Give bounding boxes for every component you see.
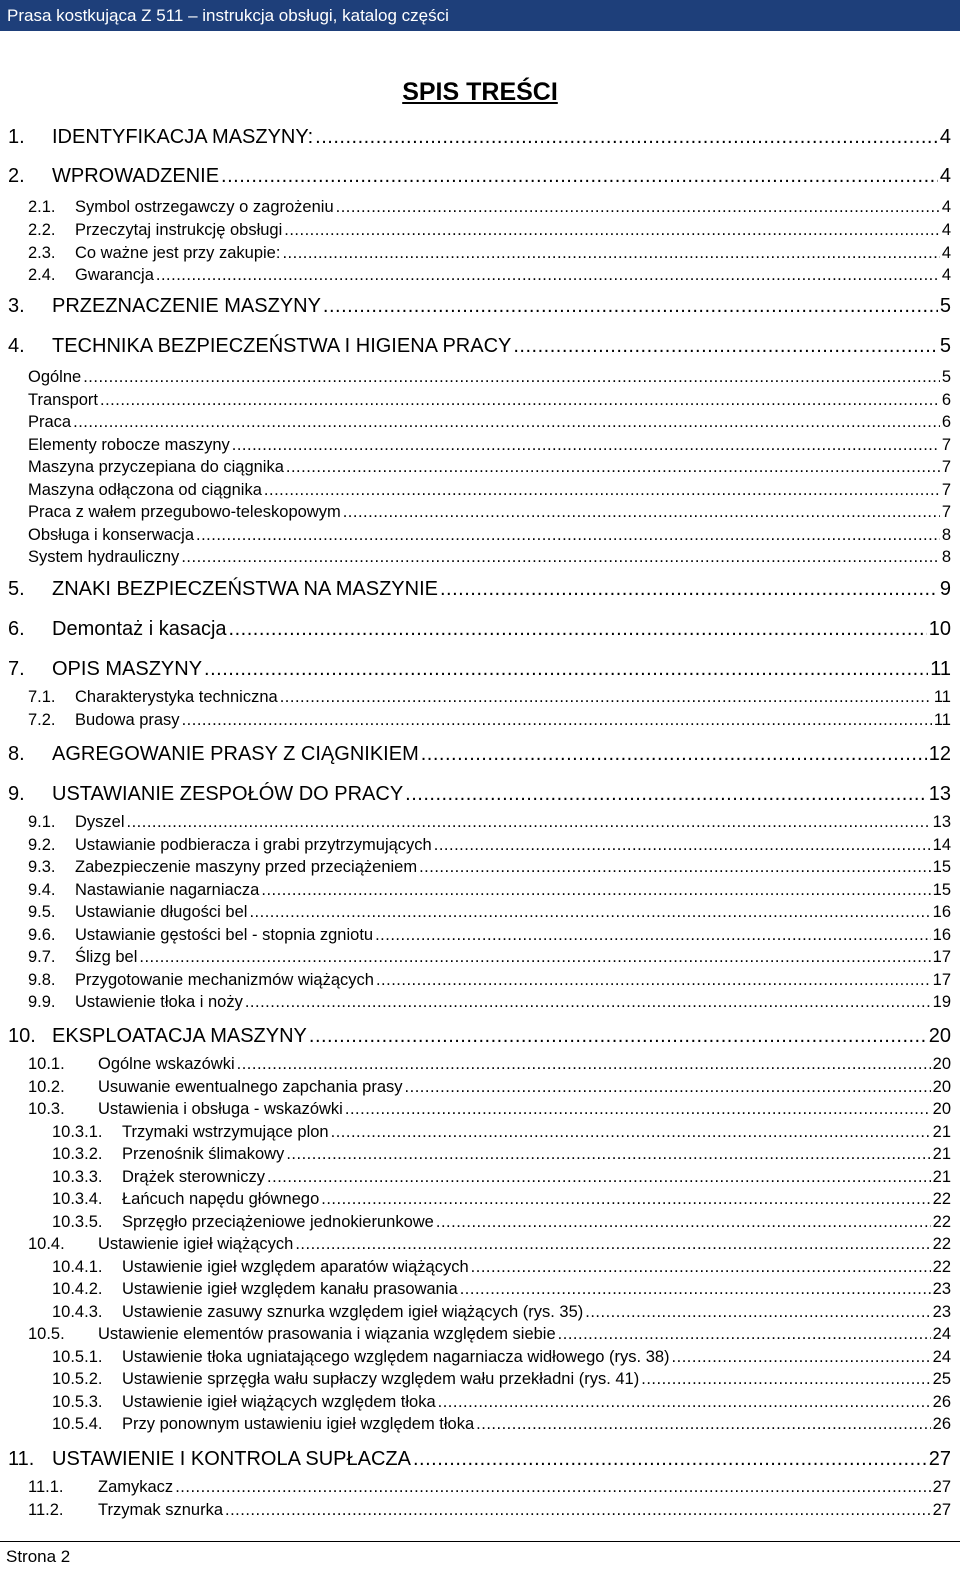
toc-entry[interactable] (0, 969, 951, 991)
toc-entry[interactable] (0, 524, 951, 546)
toc-entry[interactable] (0, 1446, 951, 1472)
toc-leader-dots (641, 1368, 930, 1390)
toc-leader-dots (375, 924, 931, 946)
toc-number: 2. (8, 165, 25, 187)
toc-label: TECHNIKA BEZPIECZEŃSTWA I HIGIENA PRACY (52, 335, 512, 357)
toc-page-number: 22 (932, 1235, 951, 1253)
toc-label: Ustawienie igieł względem kanału prasowania (122, 1280, 458, 1298)
toc-label: Charakterystyka techniczna (75, 688, 278, 706)
toc-leader-dots (73, 411, 940, 433)
toc-number: 10.5.4. (52, 1415, 103, 1433)
toc-number: 10.3.1. (52, 1123, 103, 1141)
toc-entry[interactable] (0, 293, 951, 319)
toc-label: Transport (28, 391, 98, 409)
toc-number: 9.4. (28, 881, 56, 899)
toc-page-number: 11 (933, 711, 951, 729)
toc-leader-dots (127, 811, 931, 833)
toc-leader-dots (513, 333, 938, 359)
toc-page-number: 7 (941, 458, 951, 476)
toc-entry[interactable] (0, 946, 951, 968)
toc-label: Ustawienie igieł wiążących (98, 1235, 294, 1253)
toc-label: Ogólne wskazówki (98, 1055, 235, 1073)
toc-number: 10.4.3. (52, 1303, 103, 1321)
toc-page-number: 13 (932, 813, 951, 831)
toc-leader-dots (139, 946, 930, 968)
toc-leader-dots (321, 1188, 930, 1210)
toc-leader-dots (323, 293, 938, 319)
toc-page-number: 26 (932, 1393, 951, 1411)
toc-number: 10.5. (28, 1325, 65, 1343)
page-footer (6, 1546, 70, 1568)
toc-label: Dyszel (75, 813, 125, 831)
toc-entry[interactable] (0, 1413, 951, 1435)
toc-leader-dots (284, 219, 940, 241)
toc-page-number: 26 (932, 1415, 951, 1433)
toc-page-number: 13 (928, 783, 951, 805)
toc-number: 9.3. (28, 858, 56, 876)
toc-entry[interactable] (0, 1499, 951, 1521)
toc-number: 6. (8, 618, 25, 640)
toc-leader-dots (196, 524, 940, 546)
toc-entry[interactable] (0, 163, 951, 189)
toc-number: 2.4. (28, 266, 56, 284)
toc-entry[interactable] (0, 686, 951, 708)
toc-number: 10.3.4. (52, 1190, 103, 1208)
toc-entry[interactable] (0, 656, 951, 682)
toc-label: Ustawianie gęstości bel - stopnia zgniotu (75, 926, 374, 944)
toc-label: Ustawienie tłoka i noży (75, 993, 243, 1011)
toc-number: 7.2. (28, 711, 56, 729)
toc-number: 9.1. (28, 813, 56, 831)
toc-leader-dots (295, 1233, 930, 1255)
toc-leader-dots (343, 501, 940, 523)
toc-label: System hydrauliczny (28, 548, 180, 566)
toc-number: 7.1. (28, 688, 56, 706)
toc-number: 9.2. (28, 836, 56, 854)
toc-page-number: 11 (930, 658, 951, 680)
toc-leader-dots (204, 656, 928, 682)
toc-leader-dots (434, 834, 931, 856)
toc-leader-dots (336, 196, 940, 218)
toc-page-number: 16 (932, 926, 951, 944)
toc-label: Ustawienie zasuwy sznurka względem igieł wiążących (rys. 35) (122, 1303, 584, 1321)
toc-label: WPROWADZENIE (52, 165, 220, 187)
toc-label: PRZEZNACZENIE MASZYNY (52, 295, 321, 317)
toc-page-number: 8 (941, 548, 951, 566)
toc-entry[interactable] (0, 616, 951, 642)
toc-entry[interactable] (0, 1346, 951, 1368)
toc-page-number: 6 (941, 391, 951, 409)
toc-page-number: 9 (939, 578, 951, 600)
toc-number: 10.4.2. (52, 1280, 103, 1298)
toc-number: 2.2. (28, 221, 56, 239)
toc-number: 1. (8, 126, 25, 148)
toc-label: Ustawienie tłoka ugniatającego względem nagarniacza widłowego (rys. 38) (122, 1348, 670, 1366)
toc-leader-dots (331, 1121, 931, 1143)
toc-page-number: 16 (932, 903, 951, 921)
toc-page-number: 20 (932, 1055, 951, 1073)
toc-label: Zamykacz (98, 1478, 174, 1496)
toc-label: Elementy robocze maszyny (28, 436, 230, 454)
toc-label: USTAWIENIE I KONTROLA SUPŁACZA (52, 1448, 411, 1470)
toc-entry[interactable] (0, 781, 951, 807)
toc-entry[interactable] (0, 456, 951, 478)
toc-number: 8. (8, 743, 25, 765)
toc-heading: SPIS TREŚCI (402, 78, 558, 106)
toc-leader-dots (286, 456, 940, 478)
toc-label: Obsługa i konserwacja (28, 526, 194, 544)
toc-leader-dots (181, 546, 940, 568)
toc-number: 3. (8, 295, 25, 317)
toc-label: Maszyna odłączona od ciągnika (28, 481, 262, 499)
toc-entry[interactable] (0, 1323, 951, 1345)
toc-page-number: 4 (939, 165, 951, 187)
toc-entry[interactable] (0, 1023, 951, 1049)
toc-leader-dots (237, 1053, 931, 1075)
toc-entry[interactable] (0, 479, 951, 501)
toc-entry[interactable] (0, 1368, 951, 1390)
toc-entry[interactable] (0, 741, 951, 767)
toc-page-number: 7 (941, 503, 951, 521)
toc-label: Usuwanie ewentualnego zapchania prasy (98, 1078, 403, 1096)
toc-page-number: 11 (933, 688, 951, 706)
toc-number: 10.1. (28, 1055, 65, 1073)
toc-label: Ogólne (28, 368, 82, 386)
toc-page-number: 23 (932, 1280, 951, 1298)
toc-leader-dots (440, 576, 938, 602)
toc-label: Łańcuch napędu głównego (122, 1190, 320, 1208)
toc-leader-dots (100, 389, 940, 411)
toc-page-number: 4 (941, 266, 951, 284)
toc-page-number: 4 (941, 244, 951, 262)
toc-entry[interactable] (0, 1098, 951, 1120)
toc-label: IDENTYFIKACJA MASZYNY: (52, 126, 314, 148)
toc-page-number: 23 (932, 1303, 951, 1321)
toc-leader-dots (345, 1098, 931, 1120)
toc-label: EKSPLOATACJA MASZYNY (52, 1025, 307, 1047)
toc-label: Przygotowanie mechanizmów wiążących (75, 971, 374, 989)
toc-leader-dots (315, 124, 938, 150)
toc-page-number: 21 (932, 1123, 951, 1141)
toc-leader-dots (261, 879, 930, 901)
toc-leader-dots (221, 163, 938, 189)
toc-number: 2.3. (28, 244, 56, 262)
toc-number: 4. (8, 335, 25, 357)
toc-entry[interactable] (0, 1053, 951, 1075)
toc-number: 10.3.2. (52, 1145, 103, 1163)
toc-leader-dots (232, 434, 940, 456)
toc-entry[interactable] (0, 1256, 951, 1278)
toc-leader-dots (405, 781, 927, 807)
toc-leader-dots (175, 1476, 930, 1498)
toc-leader-dots (460, 1278, 931, 1300)
toc-entry[interactable] (0, 333, 951, 359)
toc-entry[interactable] (0, 1166, 951, 1188)
toc-page-number: 7 (941, 481, 951, 499)
toc-page-number: 5 (939, 335, 951, 357)
toc-leader-dots (83, 366, 940, 388)
toc-entry[interactable] (0, 1233, 951, 1255)
toc-label: Zabezpieczenie maszyny przed przeciążeniem (75, 858, 418, 876)
toc-leader-dots (585, 1301, 930, 1323)
toc-label: Przy ponownym ustawieniu igieł względem tłoka (122, 1415, 475, 1433)
toc-entry[interactable] (0, 501, 951, 523)
toc-number: 10.2. (28, 1078, 65, 1096)
toc-page-number: 15 (932, 858, 951, 876)
toc-label: Przenośnik ślimakowy (122, 1145, 285, 1163)
toc-page-number: 27 (928, 1448, 951, 1470)
toc-leader-dots (436, 1211, 931, 1233)
toc-number: 10.5.2. (52, 1370, 103, 1388)
toc-leader-dots (225, 1499, 931, 1521)
toc-entry[interactable] (0, 434, 951, 456)
toc-leader-dots (182, 709, 932, 731)
toc-number: 5. (8, 578, 25, 600)
toc-number: 10.3.3. (52, 1168, 103, 1186)
toc-entry[interactable] (0, 124, 951, 150)
toc-entry[interactable] (0, 1211, 951, 1233)
toc-label: OPIS MASZYNY (52, 658, 203, 680)
toc-label: Ustawienia i obsługa - wskazówki (98, 1100, 343, 1118)
toc-label: Demontaż i kasacja (52, 618, 227, 640)
toc-number: 10.4.1. (52, 1258, 103, 1276)
toc-entry[interactable] (0, 219, 951, 241)
toc-number: 11. (8, 1448, 35, 1470)
toc-page-number: 5 (939, 295, 951, 317)
toc-page-number: 20 (932, 1078, 951, 1096)
toc-leader-dots (286, 1143, 930, 1165)
toc-entry[interactable] (0, 411, 951, 433)
toc-leader-dots (476, 1413, 930, 1435)
toc-entry[interactable] (0, 1076, 951, 1098)
toc-leader-dots (309, 1023, 927, 1049)
toc-leader-dots (376, 969, 931, 991)
toc-entry[interactable] (0, 1188, 951, 1210)
toc-label: Ustawianie długości bel (75, 903, 248, 921)
toc-label: Ustawienie igieł względem aparatów wiążących (122, 1258, 469, 1276)
toc-label: Ustawienie sprzęgła wału supłaczy względem wału przekładni (rys. 41) (122, 1370, 640, 1388)
toc-label: ZNAKI BEZPIECZEŃSTWA NA MASZYNIE (52, 578, 438, 600)
toc-page-number: 24 (932, 1348, 951, 1366)
toc-entry[interactable] (0, 856, 951, 878)
toc-page-number: 17 (932, 948, 951, 966)
toc-entry[interactable] (0, 834, 951, 856)
footer-divider (0, 1541, 960, 1542)
toc-leader-dots (421, 741, 927, 767)
toc-leader-dots (229, 616, 927, 642)
toc-leader-dots (245, 991, 931, 1013)
toc-leader-dots (405, 1076, 931, 1098)
toc-page-number: 21 (932, 1168, 951, 1186)
toc-label: Ustawianie podbieracza i grabi przytrzymujących (75, 836, 432, 854)
toc-page-number: 19 (932, 993, 951, 1011)
toc-page-number: 15 (932, 881, 951, 899)
toc-page-number: 7 (941, 436, 951, 454)
toc-page-number: 21 (932, 1145, 951, 1163)
toc-entry[interactable] (0, 1391, 951, 1413)
toc-entry[interactable] (0, 389, 951, 411)
toc-page-number: 27 (932, 1501, 951, 1519)
toc-label: Budowa prasy (75, 711, 180, 729)
toc-number: 10.3.5. (52, 1213, 103, 1231)
toc-entry[interactable] (0, 709, 951, 731)
toc-page-number: 22 (932, 1258, 951, 1276)
toc-leader-dots (282, 242, 939, 264)
toc-number: 9.6. (28, 926, 56, 944)
toc-entry[interactable] (0, 1121, 951, 1143)
toc-entry[interactable] (0, 901, 951, 923)
toc-page-number: 12 (928, 743, 951, 765)
toc-label: Co ważne jest przy zakupie: (75, 244, 281, 262)
toc-number: 11.1. (28, 1478, 64, 1496)
toc-leader-dots (672, 1346, 931, 1368)
toc-page-number: 6 (941, 413, 951, 431)
toc-page-number: 4 (941, 221, 951, 239)
toc-page-number: 22 (932, 1190, 951, 1208)
toc-label: Trzymaki wstrzymujące plon (122, 1123, 329, 1141)
toc-entry[interactable] (0, 576, 951, 602)
toc-entry[interactable] (0, 924, 951, 946)
toc-page-number: 10 (928, 618, 951, 640)
toc-leader-dots (419, 856, 931, 878)
toc-number: 10.5.3. (52, 1393, 103, 1411)
toc-page-number: 4 (939, 126, 951, 148)
toc-entry[interactable] (0, 1278, 951, 1300)
toc-leader-dots (471, 1256, 931, 1278)
toc-label: AGREGOWANIE PRASY Z CIĄGNIKIEM (52, 743, 419, 765)
toc-number: 10.5.1. (52, 1348, 103, 1366)
toc-number: 9.8. (28, 971, 56, 989)
toc-page-number: 17 (932, 971, 951, 989)
toc-label: Nastawianie nagarniacza (75, 881, 260, 899)
toc-number: 2.1. (28, 198, 56, 216)
toc-number: 9. (8, 783, 25, 805)
toc-leader-dots (558, 1323, 931, 1345)
toc-label: Sprzęgło przeciążeniowe jednokierunkowe (122, 1213, 434, 1231)
toc-leader-dots (264, 479, 940, 501)
toc-label: Praca (28, 413, 72, 431)
toc-entry[interactable] (0, 546, 951, 568)
toc-entry[interactable] (0, 242, 951, 264)
toc-entry[interactable] (0, 991, 951, 1013)
toc-label: Trzymak sznurka (98, 1501, 223, 1519)
toc-leader-dots (280, 686, 932, 708)
toc-entry[interactable] (0, 879, 951, 901)
toc-label: USTAWIANIE ZESPOŁÓW DO PRACY (52, 783, 404, 805)
toc-number: 11.2. (28, 1501, 64, 1519)
document-title: Prasa kostkująca Z 511 – instrukcja obsługi, katalog części (7, 6, 449, 25)
page-number-label: Strona 2 (6, 1547, 71, 1566)
toc-label: Gwarancja (75, 266, 154, 284)
toc-page-number: 5 (941, 368, 951, 386)
toc-leader-dots (413, 1446, 927, 1472)
toc-entry[interactable] (0, 1143, 951, 1165)
toc-entry[interactable] (0, 811, 951, 833)
toc-page-number: 20 (932, 1100, 951, 1118)
toc-leader-dots (249, 901, 930, 923)
toc-label: Ślizg bel (75, 948, 138, 966)
toc-page-number: 25 (932, 1370, 951, 1388)
toc-label: Symbol ostrzegawczy o zagrożeniu (75, 198, 334, 216)
toc-label: Drążek sterowniczy (122, 1168, 266, 1186)
toc-page-number: 24 (932, 1325, 951, 1343)
document-header (0, 0, 960, 31)
toc-entry[interactable] (0, 264, 951, 286)
toc-page-number: 14 (932, 836, 951, 854)
toc-number: 9.9. (28, 993, 56, 1011)
toc-leader-dots (156, 264, 940, 286)
toc-number: 9.5. (28, 903, 56, 921)
toc-label: Maszyna przyczepiana do ciągnika (28, 458, 284, 476)
toc-number: 9.7. (28, 948, 56, 966)
toc-page-number: 27 (932, 1478, 951, 1496)
toc-page-number: 4 (941, 198, 951, 216)
toc-number: 10. (8, 1025, 36, 1047)
toc-page-number: 20 (928, 1025, 951, 1047)
toc-leader-dots (438, 1391, 931, 1413)
toc-number: 10.3. (28, 1100, 65, 1118)
toc-entry[interactable] (0, 1476, 951, 1498)
toc-entry[interactable] (0, 366, 951, 388)
toc-label: Praca z wałem przegubowo-teleskopowym (28, 503, 341, 521)
toc-leader-dots (267, 1166, 931, 1188)
toc-label: Przeczytaj instrukcję obsługi (75, 221, 283, 239)
toc-entry[interactable] (0, 1301, 951, 1323)
toc-entry[interactable] (0, 196, 951, 218)
toc-page-number: 22 (932, 1213, 951, 1231)
toc-number: 10.4. (28, 1235, 65, 1253)
toc-page-number: 8 (941, 526, 951, 544)
toc-number: 7. (8, 658, 25, 680)
toc-label: Ustawienie igieł wiążących względem tłoka (122, 1393, 436, 1411)
toc-label: Ustawienie elementów prasowania i wiązania względem siebie (98, 1325, 556, 1343)
